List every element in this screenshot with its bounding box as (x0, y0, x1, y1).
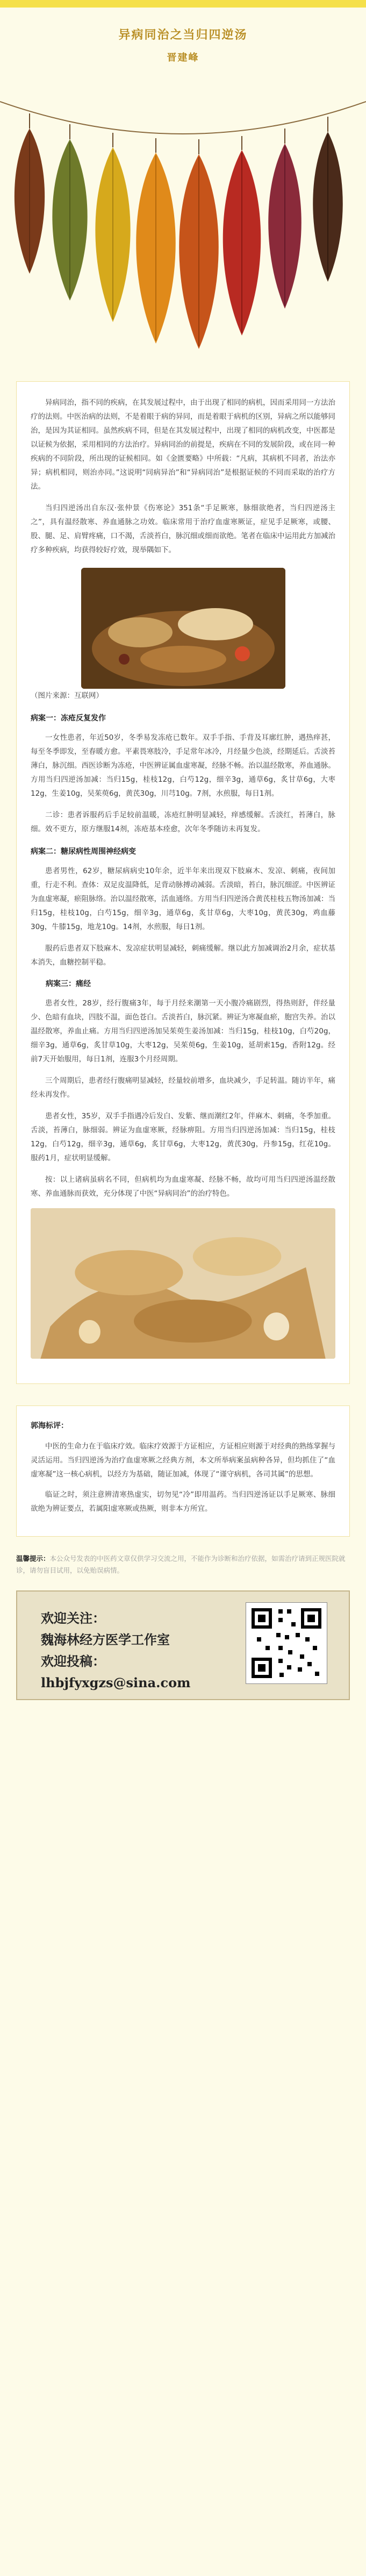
case-4-paragraph-2: 按：以上诸病虽病名不同，但病机均为血虚寒凝、经脉不畅，故均可用当归四逆汤温经散寒、养血通脉而获效，充分体现了中医“异病同治”的治疗特色。 (31, 1175, 335, 1198)
ginger-photo (31, 1208, 335, 1359)
notice-text: 本公众号发表的中医药文章仅供学习交流之用，不能作为诊断和治疗依据，如需治疗请到正规医院就诊，请勿盲目试用，以免贻误病情。 (16, 1554, 346, 1574)
case-2-heading: 病案二：糖尿病性周围神经病变 (31, 847, 136, 856)
case-3-heading: 病案三：痛经 (46, 980, 91, 988)
case-2-paragraph-1: 患者男性，62岁，糖尿病病史10年余，近半年来出现双下肢麻木、发凉、刺痛，夜间加重，行走不利。查体：双足皮温降低，足背动脉搏动减弱。舌淡暗，苔白，脉沉细涩。中医辨证为血虚寒凝，瘀阻脉络。治以温经散寒，活血通络。方用当归四逆汤合黄芪桂枝五物汤加减：当归15g，桂枝10g，白芍15g，细辛3g，通草6g，炙甘草6g，大枣10g，黄芪30g，鸡血藤30g，牛膝15g，地龙10g。14剂，水煎服，每日1剂。 (31, 867, 335, 931)
herbs-photo (81, 568, 285, 689)
autumn-leaves-banner (0, 80, 366, 381)
footer-line-4[interactable]: lhbjfyxgzs@sina.com (41, 1675, 191, 1690)
case-1-heading: 病案一：冻疮反复发作 (31, 714, 106, 723)
commentary-paragraph-2: 临证之时，须注意辨清寒热虚实，切勿见“冷”即用温药。当归四逆汤证以手足厥寒、脉细欲绝为辨证要点，若属阳虚寒厥或热厥，则非本方所宜。 (31, 1490, 335, 1513)
case-3-paragraph-2: 三个周期后，患者经行腹痛明显减轻，经量较前增多，血块减少，手足转温。随访半年，痛经未再发作。 (31, 1076, 335, 1099)
commentary-heading: 郭海标评： (31, 1422, 68, 1430)
notice-label: 温馨提示： (16, 1554, 50, 1562)
footer-line-3: 欢迎投稿： (41, 1653, 105, 1669)
leaf-5 (179, 139, 219, 349)
case-2-paragraph-2: 服药后患者双下肢麻木、发凉症状明显减轻，刺痛缓解。继以此方加减调治2月余，症状基本消失，血糖控制平稳。 (31, 944, 335, 967)
case-1-paragraph-1: 一女性患者，年近50岁，冬季易发冻疮已数年。双手手指、手背及耳廓红肿，遇热痒甚，每至冬季即发，至春暖方愈。平素畏寒肢冷，手足常年冰冷，月经量少色淡，经期延后。舌淡苔薄白，脉沉细。西医诊断为冻疮，中医辨证属血虚寒凝，经脉不畅。治以温经散寒，养血通脉。方用当归四逆汤加减：当归15g，桂枝12g，白芍12g，细辛3g，通草6g，炙甘草6g，大枣12g，生姜10g，吴茱萸6g，黄芪30g，川芎10g。7剂，水煎服，每日1剂。 (31, 733, 335, 798)
footer-text (41, 1608, 191, 1694)
article-title: 异病同治之当归四逆汤 (118, 28, 248, 42)
notice (16, 1553, 350, 1576)
leaf-3 (95, 133, 130, 322)
commentary-card (16, 1405, 350, 1537)
footer-line-1: 欢迎关注： (41, 1610, 105, 1626)
photo-caption: （图片来源：互联网） (31, 691, 103, 700)
case-3-paragraph-1: 患者女性，28岁，经行腹痛3年，每于月经来潮第一天小腹冷痛剧烈，得热则舒，伴经量少、色暗有血块，四肢不温，面色苍白。舌淡苔白，脉沉紧。辨证为寒凝血瘀，胞宫失养。治以温经散寒，养血止痛。方用当归四逆汤加吴茱萸生姜汤加减：当归15g，桂枝10g，白芍20g，细辛3g，通草6g，炙甘草10g，大枣12g，吴茱萸6g，生姜10g，延胡索15g，香附12g。经前7天开始服用，每日1剂，连服3个月经周期。 (31, 999, 335, 1064)
commentary-paragraph-1: 中医的生命力在于临床疗效。临床疗效源于方证相应，方证相应则源于对经典的熟练掌握与灵活运用。当归四逆汤为治疗血虚寒厥之经典方剂，本文所举病案虽病种各异，但均抓住了“血虚寒凝”这一核心病机，以经方为基础，随证加减，体现了“谨守病机，各司其属”的思想。 (31, 1442, 335, 1479)
leaves-illustration (0, 80, 366, 381)
article-author: 晋建峰 (167, 52, 199, 63)
leaf-4 (136, 138, 176, 344)
leaf-1 (15, 113, 45, 274)
qr-code[interactable] (246, 1602, 327, 1684)
case-4-paragraph-1: 患者女性，35岁，双手手指遇冷后发白、发紫、继而潮红2年，伴麻木、刺痛，冬季加重。舌淡，苔薄白，脉细弱。辨证为血虚寒厥，经脉痹阻。方用当归四逆汤加减：当归15g，桂枝12g，白芍12g，细辛3g，通草6g，炙甘草6g，大枣12g，黄芪30g，丹参15g，红花10g。服药1月，症状明显缓解。 (31, 1112, 335, 1162)
leaf-2 (52, 124, 87, 301)
intro-paragraph-2: 当归四逆汤出自东汉·张仲景《伤寒论》351条“手足厥寒，脉细欲绝者，当归四逆汤主之”，具有温经散寒、养血通脉之功效。临床常用于治疗血虚寒厥证，症见手足厥寒，或腰、股、腿、足、肩臂疼痛，口不渴，舌淡苔白，脉沉细或细而欲绝。笔者在临床中运用此方加减治疗多种疾病，均获得较好疗效，现举隅如下。 (31, 504, 335, 554)
footer-line-2: 魏海林经方医学工作室 (41, 1632, 170, 1647)
leaf-6 (223, 136, 261, 336)
leaf-7 (268, 129, 302, 309)
leaf-8 (313, 117, 343, 282)
case-1-paragraph-2: 二诊：患者诉服药后手足较前温暖，冻疮红肿明显减轻，痒感缓解。舌淡红，苔薄白，脉细。效不更方，原方继服14剂，冻疮基本痊愈，次年冬季随访未再复发。 (31, 811, 335, 833)
title-area (0, 8, 366, 69)
article-body (16, 381, 350, 1384)
top-color-bar (0, 0, 366, 8)
intro-paragraph-1: 异病同治，指不同的疾病，在其发展过程中，由于出现了相同的病机，因而采用同一方法治疗的法则。中医治病的法则，不是着眼于病的异同，而是着眼于病机的区别，异病之所以能够同治，是因为其证相同。虽然疾病不同，但是在其发展过程中，出现了相同的病机改变，中医都是以证候为依据，采用相同的方法治疗。异病同治的前提是，疾病在不同的发展阶段，或在同一种疾病的不同阶段，所出现的证候相同。如《金匮要略》中所载：“凡病，其病机不同者，治法亦异；病机相同，则治亦同。”这说明“同病异治”和“异病同治”是根据证候的不同而采取的治疗方法。 (31, 398, 335, 491)
footer-banner (16, 1590, 350, 1700)
